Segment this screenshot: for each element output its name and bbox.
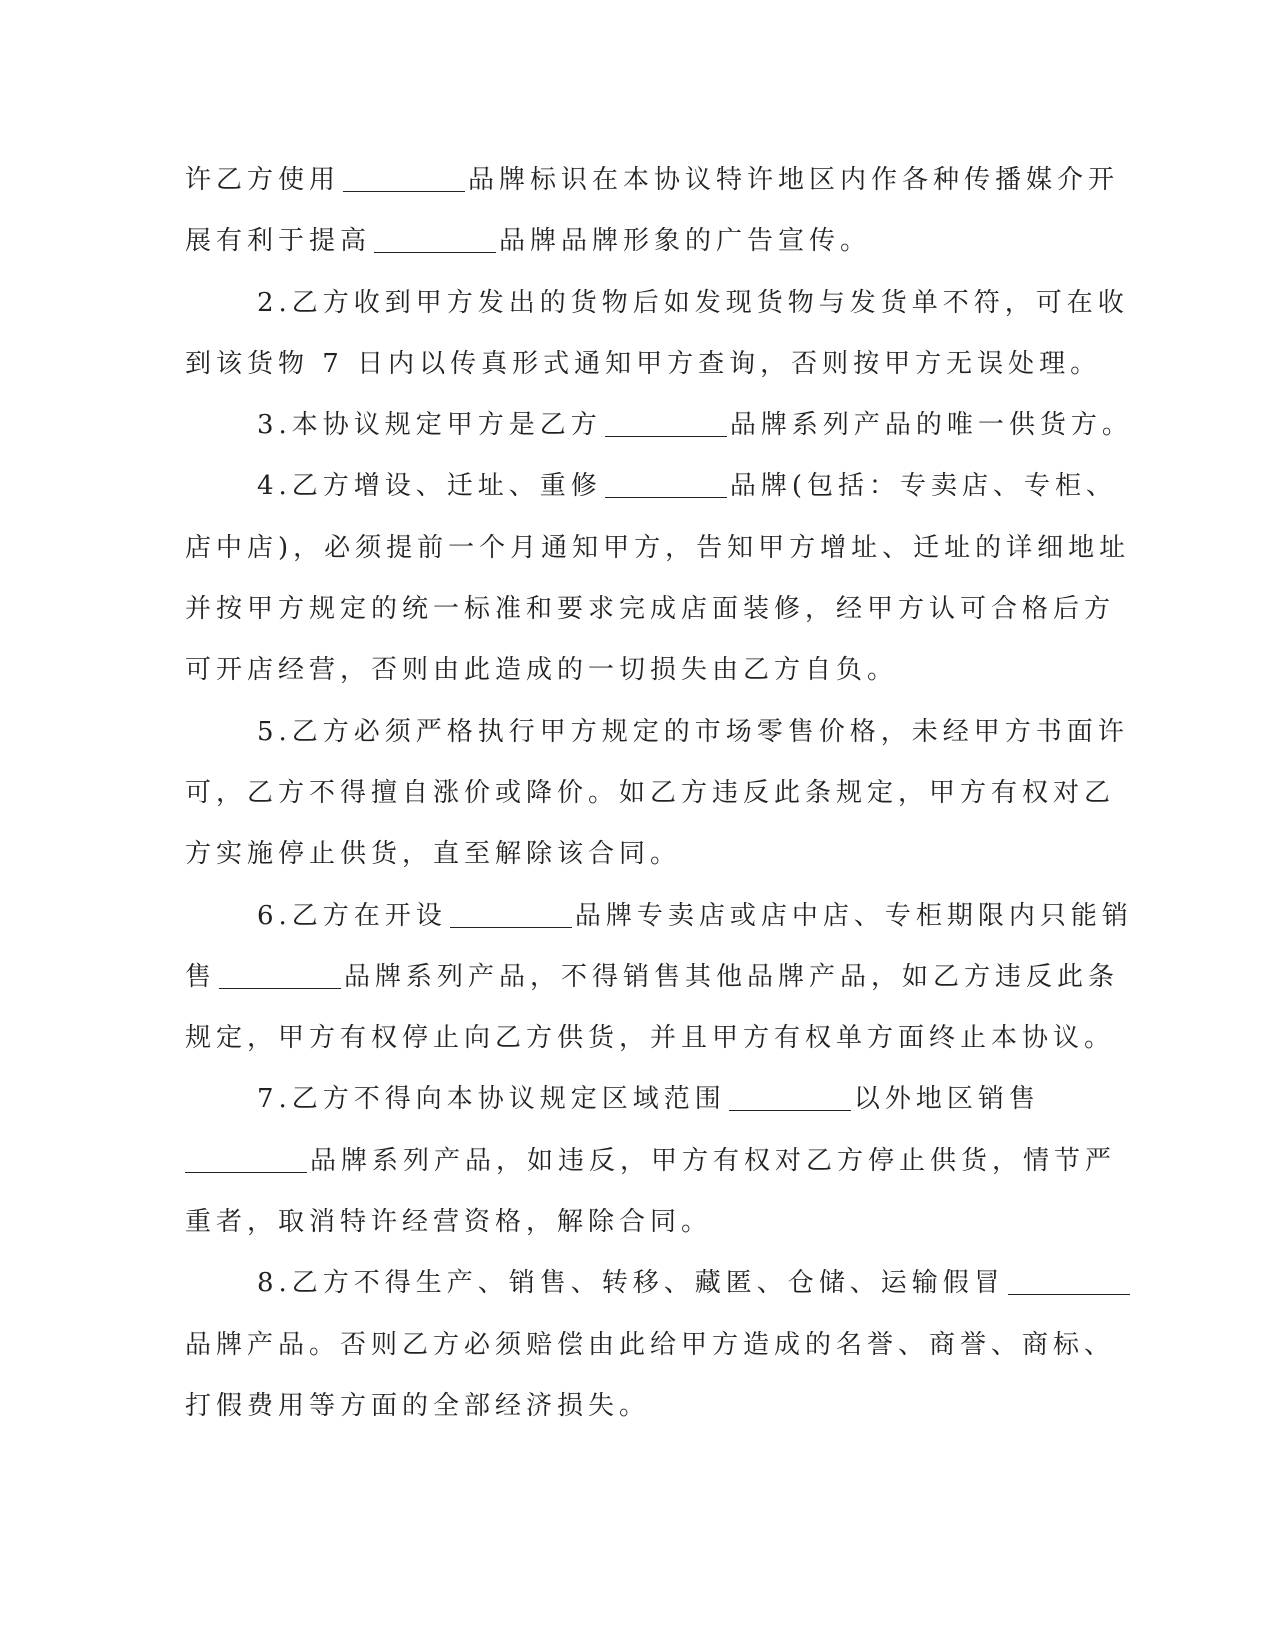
para1-line1	[185, 150, 1120, 211]
para4-text: 4.乙方增设、迁址、重修	[257, 471, 602, 502]
fill-blank	[729, 1080, 851, 1111]
fill-blank	[185, 1142, 307, 1173]
para2-line2: 到该货物 7 日内以传真形式通知甲方查询，否则按甲方无误处理。	[185, 348, 1102, 379]
para1-line2	[185, 211, 1085, 272]
fill-blank	[374, 222, 496, 253]
para7-line2	[185, 1131, 1117, 1192]
fill-blank	[343, 161, 465, 192]
para6-text: 品牌专卖店或店中店、专柜期限内只能销	[574, 900, 1133, 931]
para4-text: 品牌(包括：专卖店、专柜、	[729, 471, 1117, 502]
para3-text: 3.本协议规定甲方是乙方	[257, 410, 602, 441]
para6-text: 售	[185, 961, 217, 992]
para6-text: 6.乙方在开设	[257, 900, 447, 931]
para8-line2: 品牌产品。否则乙方必须赔偿由此给甲方造成的名誉、商誉、商标、	[185, 1329, 1116, 1360]
para7-text: 品牌系列产品，如违反，甲方有权对乙方停止供货，情节严	[310, 1145, 1117, 1176]
para1-text: 许乙方使用	[185, 165, 341, 195]
para3-line1	[185, 395, 1133, 456]
para1-text: 品牌品牌形象的广告宣传。	[499, 226, 872, 257]
fill-blank	[605, 467, 727, 498]
para3-text: 品牌系列产品的唯一供货方。	[729, 410, 1133, 441]
para4-line4: 可开店经营，否则由此造成的一切损失由乙方自负。	[185, 655, 899, 686]
para2-line1: 2.乙方收到甲方发出的货物后如发现货物与发货单不符，可在收	[257, 287, 1129, 318]
para8-line3: 打假费用等方面的全部经济损失。	[185, 1390, 651, 1421]
para8-text: 8.乙方不得生产、销售、转移、藏匿、仓储、运输假冒	[257, 1268, 1005, 1299]
para7-line3: 重者，取消特许经营资格，解除合同。	[185, 1207, 713, 1238]
para4-line2: 店中店)，必须提前一个月通知甲方，告知甲方增址、迁址的详细地址	[185, 532, 1131, 563]
para4-line3: 并按甲方规定的统一标准和要求完成店面装修，经甲方认可合格后方	[185, 594, 1116, 625]
para6-text: 品牌系列产品，不得销售其他品牌产品，如乙方违反此条	[344, 961, 1120, 992]
para5-line2: 可，乙方不得擅自涨价或降价。如乙方违反此条规定，甲方有权对乙	[185, 777, 1116, 808]
para1-text: 品牌标识在本协议特许地区内作各种传播媒介开	[468, 165, 1120, 195]
para6-line3: 规定，甲方有权停止向乙方供货，并且甲方有权单方面终止本协议。	[185, 1023, 1116, 1054]
para6-line2	[185, 947, 1120, 1008]
fill-blank	[450, 897, 572, 928]
fill-blank	[1008, 1264, 1130, 1295]
para8-line1	[185, 1253, 1085, 1314]
fill-blank	[219, 958, 341, 989]
para7-text: 以外地区销售	[853, 1084, 1040, 1115]
para1-text: 展有利于提高	[185, 226, 372, 257]
para7-line1	[185, 1069, 1085, 1130]
para6-line1	[185, 886, 1133, 947]
para5-line1: 5.乙方必须严格执行甲方规定的市场零售价格，未经甲方书面许	[257, 716, 1129, 747]
fill-blank	[605, 406, 727, 437]
para4-line1	[185, 456, 1117, 517]
para7-text: 7.乙方不得向本协议规定区域范围	[257, 1084, 726, 1115]
document-body	[185, 150, 1133, 1437]
para5-line3: 方实施停止供货，直至解除该合同。	[185, 839, 682, 870]
